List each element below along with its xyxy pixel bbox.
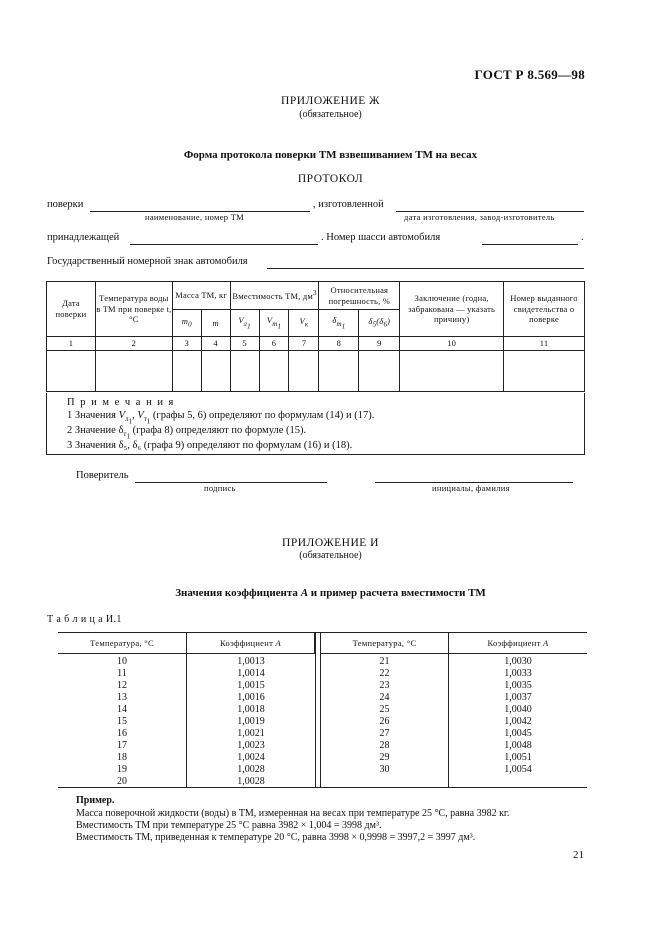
header-date: Дата поверки <box>47 282 96 337</box>
temperature-cell: 19 <box>117 764 127 775</box>
coefficient-cell: 1,0018 <box>237 704 265 715</box>
appendix-zh-status: (обязательное) <box>299 109 362 120</box>
right-temps-column <box>321 656 448 776</box>
coefficient-cell: 1,0040 <box>504 704 532 715</box>
coefficient-cell: 1,0028 <box>237 776 265 787</box>
col-number: 2 <box>95 337 172 351</box>
table-divider <box>315 633 317 787</box>
appendix-zh-heading: Форма протокола поверки ТМ взвешиванием ТМ на весах <box>183 149 478 161</box>
temperature-cell: 30 <box>379 764 390 775</box>
protocol-title: ПРОТОКОЛ <box>297 173 364 185</box>
form-label-verification: поверки <box>47 199 84 210</box>
col-coef-left: Коэффициент A <box>187 633 315 654</box>
subheader-delta-5-6: $\delta_5(\delta_6)$ <box>359 310 400 337</box>
temperature-cell: 14 <box>117 704 127 715</box>
note-1: 1 Значения $V_{л_1}$, $V_{т_1}$ (графы 5, 6) определяют по формулам (14) и (17). <box>67 410 375 426</box>
temperature-cell: 23 <box>379 680 390 691</box>
form-label-plate: Государственный номерной знак автомобиля <box>47 256 248 267</box>
page-number: 21 <box>573 849 584 861</box>
left-temps-column <box>58 656 186 788</box>
col-temp-left: Температура, °C <box>58 633 187 654</box>
coefficient-cell: 1,0019 <box>237 716 265 727</box>
verifier-label: Поверитель <box>76 470 129 481</box>
example-line-2: Вместимость ТМ при температуре 25 °C равна 3982 × 1,004 = 3998 дм³. <box>76 820 382 831</box>
coefficient-cell: 1,0014 <box>237 668 265 679</box>
appendix-zh-title: ПРИЛОЖЕНИЕ Ж <box>281 95 380 107</box>
coefficient-cell: 1,0021 <box>237 728 265 739</box>
header-error: Относительная погрешность, % <box>319 282 400 310</box>
table-i1-label: Т а б л и ц а И.1 <box>47 614 122 625</box>
coefficient-cell: 1,0013 <box>237 656 265 667</box>
caption-tm-name: наименование, номер ТМ <box>145 212 245 222</box>
right-coefs-column <box>449 656 587 776</box>
col-number: 3 <box>172 337 201 351</box>
document-code: ГОСТ Р 8.569—98 <box>474 67 585 82</box>
caption-manufacture: дата изготовления, завод-изготовитель <box>404 212 555 222</box>
temperature-cell: 27 <box>379 728 390 739</box>
header-temperature: Температура воды в ТМ при поверке t, °C <box>95 282 172 337</box>
coefficient-cell: 1,0028 <box>237 764 265 775</box>
temperature-cell: 20 <box>117 776 127 787</box>
form-line2-end: . <box>581 232 584 243</box>
subheader-vl1: $V_{л_1}$ <box>230 310 259 337</box>
col-coef-right: Коэффициент A <box>449 633 587 654</box>
field-chassis <box>482 244 578 245</box>
col-number: 4 <box>201 337 230 351</box>
notes-title: П р и м е ч а н и я <box>67 397 175 408</box>
coefficient-cell: 1,0024 <box>237 752 265 763</box>
coefficient-cell: 1,0037 <box>504 692 532 703</box>
subheader-delta-t1: $\delta_{т_1}$ <box>319 310 359 337</box>
header-conclusion: Заключение (годна, забракована — указать причину) <box>400 282 504 337</box>
caption-signature: подпись <box>204 483 236 493</box>
temperature-cell: 10 <box>117 656 127 667</box>
col-number: 10 <box>400 337 504 351</box>
protocol-table <box>46 281 585 392</box>
temperature-cell: 24 <box>379 692 390 703</box>
coefficient-cell: 1,0042 <box>504 716 532 727</box>
note-3: 3 Значения δ₅, δ₆ (графа 9) определяют по формулам (16) и (18). <box>67 440 353 451</box>
temperature-cell: 29 <box>379 752 390 763</box>
temperature-cell: 11 <box>117 668 127 679</box>
col-temp-right: Температура, °C <box>320 633 449 654</box>
temperature-cell: 18 <box>117 752 127 763</box>
form-label-manufactured: , изготовленной <box>313 199 384 210</box>
example-line-3: Вместимость ТМ, приведенная к температуре 20 °C, равна 3998 × 0,9998 = 3997,2 = 3997 дм³. <box>76 832 476 843</box>
temperature-cell: 15 <box>117 716 127 727</box>
appendix-i-title: ПРИЛОЖЕНИЕ И <box>282 537 379 549</box>
coefficient-cell: 1,0015 <box>237 680 265 691</box>
header-volume: Вместимость ТМ, $дм^3$ <box>230 282 319 310</box>
example-title: Пример. <box>76 795 115 806</box>
example-line-1: Масса поверочной жидкости (воды) в ТМ, измеренная на весах при температуре 25 °C, равна 3982 кг. <box>76 808 510 819</box>
coefficient-cell: 1,0016 <box>237 692 265 703</box>
subheader-m: m <box>201 310 230 337</box>
temperature-cell: 22 <box>379 668 390 679</box>
empty-data-row <box>47 351 585 392</box>
col-number: 7 <box>289 337 319 351</box>
col-number: 8 <box>319 337 359 351</box>
coefficient-cell: 1,0030 <box>504 656 532 667</box>
form-label-owner: принадлежащей <box>47 232 120 243</box>
field-plate <box>267 268 584 269</box>
temperature-cell: 17 <box>117 740 127 751</box>
col-number: 11 <box>504 337 585 351</box>
temperature-cell: 26 <box>379 716 390 727</box>
appendix-i-heading: Значения коэффициента A и пример расчета вместимости ТМ <box>175 587 486 599</box>
coefficient-cell: 1,0033 <box>504 668 532 679</box>
temperature-cell: 25 <box>379 704 390 715</box>
subheader-vk: $V_к$ <box>289 310 319 337</box>
note-2: 2 Значение $\delta_{т_1}$ (графа 8) определяют по формуле (15). <box>67 425 307 441</box>
temperature-cell: 28 <box>379 740 390 751</box>
coefficient-cell: 1,0023 <box>237 740 265 751</box>
appendix-i-status: (обязательное) <box>299 550 362 561</box>
left-coefs-column <box>187 656 315 788</box>
coefficient-cell: 1,0054 <box>504 764 532 775</box>
subheader-vt1: $V_{т_1}$ <box>259 310 289 337</box>
header-mass: Масса ТМ, кг <box>172 282 230 310</box>
temperature-cell: 13 <box>117 692 127 703</box>
coefficient-cell: 1,0045 <box>504 728 532 739</box>
field-owner <box>130 244 318 245</box>
coefficient-cell: 1,0035 <box>504 680 532 691</box>
header-certificate: Номер выданного свидетельства о поверке <box>504 282 585 337</box>
col-number: 1 <box>47 337 96 351</box>
col-number: 5 <box>230 337 259 351</box>
form-label-chassis: . Номер шасси автомобиля <box>321 232 441 243</box>
coefficient-cell: 1,0048 <box>504 740 532 751</box>
coefficient-cell: 1,0051 <box>504 752 532 763</box>
col-number: 6 <box>259 337 289 351</box>
col-number: 9 <box>359 337 400 351</box>
temperature-cell: 12 <box>117 680 127 691</box>
caption-initials: инициалы, фамилия <box>432 483 510 493</box>
notes-box <box>46 393 585 455</box>
temperature-cell: 16 <box>117 728 127 739</box>
temperature-cell: 21 <box>379 656 390 667</box>
coefficient-table <box>58 632 587 788</box>
column-numbers-row <box>47 337 585 351</box>
subheader-m0: $m_0$ <box>172 310 201 337</box>
